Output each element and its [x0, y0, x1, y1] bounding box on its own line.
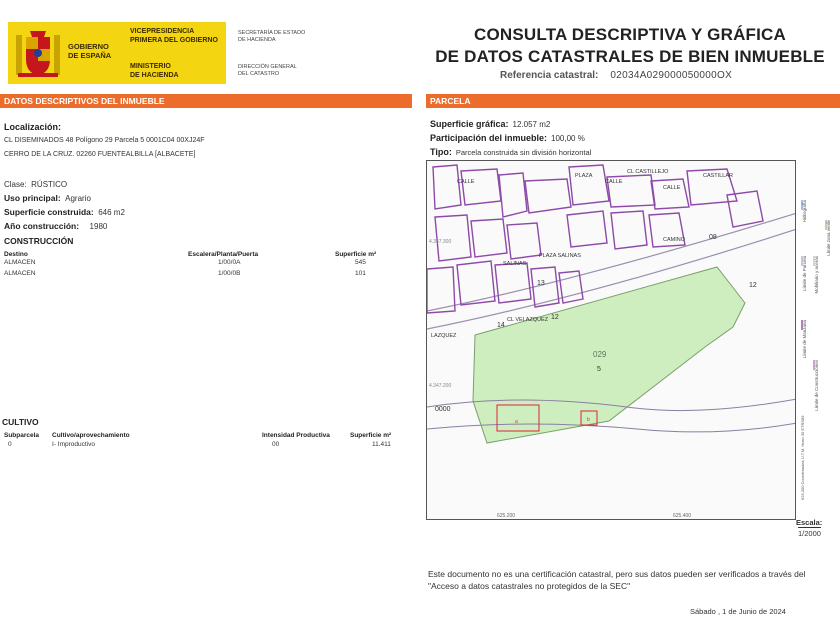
cadastral-map[interactable]: [426, 160, 796, 520]
disclaimer-note: Este documento no es una certificación catastral, pero sus datos pueden ser verificados a través del "Acceso a datos catastrales no protegidos de la SEC": [428, 569, 806, 591]
map-label-lazquez: LAZQUEZ: [431, 333, 457, 339]
superficie-grafica-row: Superficie gráfica: 12.057 m2: [430, 119, 551, 129]
legend-item-parcela: Límite de Parcela: [802, 256, 807, 292]
table-row-planta: 1/00/0A: [218, 259, 241, 266]
legend-item-hidrografia: Hidrografía: [802, 200, 807, 223]
localizacion-label: Localización:: [4, 122, 62, 132]
table-row-intensidad: 00: [272, 441, 280, 448]
ref-label: Referencia catastral:: [500, 70, 599, 81]
tipo-row: Tipo: Parcela construida sin división horizontal: [430, 147, 592, 157]
anio-row: Año construcción: 1980: [4, 221, 108, 231]
legend-item-zona-verde: Límite zona verde: [826, 220, 831, 256]
th-destino: Destino: [4, 251, 28, 258]
map-label-12a: 12: [749, 282, 757, 289]
map-label-calle3: CALLE: [663, 185, 681, 191]
clase-row: Clase: RÚSTICO: [4, 180, 68, 189]
secretaria-label: SECRETARÍA DE ESTADO DE HACIENDA: [238, 30, 306, 43]
th-cultivo: Cultivo/aprovechamiento: [52, 432, 130, 439]
map-coord-y2: 4.347.200: [429, 383, 452, 389]
referencia-catastral: [500, 70, 732, 81]
localizacion-line2: CERRO DE LA CRUZ. 02260 FUENTEALBILLA [ALBACETE]: [4, 151, 196, 158]
escala-label: Escala:: [796, 518, 823, 527]
uso-row: Uso principal: Agrario: [4, 193, 91, 203]
table-row-superficie-cultivo: 11.411: [372, 441, 391, 448]
th-planta: Escalera/Planta/Puerta: [188, 251, 259, 258]
parcel-029-5[interactable]: [473, 267, 745, 443]
coat-of-arms-icon: [12, 27, 64, 81]
map-label-calle1: CALLE: [457, 179, 475, 185]
table-row-destino: ALMACEN: [4, 259, 36, 266]
table-row-superficie: 101: [355, 270, 366, 277]
participacion-row: Participación del inmueble: 100,00 %: [430, 133, 585, 143]
localizacion-line1: CL DISEMINADOS 48 Polígono 29 Parcela 5 0001C04 00XJ24F: [4, 137, 205, 144]
escala-value: 1/2000: [798, 529, 821, 538]
map-label-castillar: CASTILLAR: [703, 173, 733, 179]
construccion-title: CONSTRUCCIÓN: [4, 236, 74, 246]
map-label-velazquez: CL VELAZQUEZ: [507, 317, 549, 323]
map-label-a: a: [515, 419, 518, 425]
map-label-salinas: SALINAS: [503, 261, 527, 267]
document-title: CONSULTA DESCRIPTIVA Y GRÁFICA DE DATOS CATASTRALES DE BIEN INMUEBLE: [435, 25, 825, 66]
direccion-label: DIRECCIÓN GENERAL DEL CATASTRO: [238, 64, 297, 77]
map-label-camino: CAMINO: [663, 237, 685, 243]
legend-item-construcciones: Límite de Construcciones: [814, 360, 819, 411]
section-parcela: PARCELA: [426, 94, 840, 108]
legend-svg: [798, 160, 834, 520]
map-coord-x1: 625.200: [497, 513, 516, 519]
table-row-destino: ALMACEN: [4, 270, 36, 277]
vicepresidencia-label: VICEPRESIDENCIA PRIMERA DEL GOBIERNO: [130, 28, 218, 44]
map-label-12b: 12: [551, 314, 559, 321]
map-label-plaza-salinas: PLAZA SALINAS: [539, 253, 581, 259]
table-row-planta: 1/00/0B: [218, 270, 241, 277]
legend-item-mobiliario: Mobiliario y aceras: [814, 256, 819, 294]
superficie-row: Superficie construida: 646 m2: [4, 207, 125, 217]
th-subparcela: Subparcela: [4, 432, 40, 439]
map-coord-y1: 4.347.300: [429, 239, 452, 245]
map-label-b: b: [587, 417, 590, 423]
th-superficie-cultivo: Superficie m²: [350, 432, 392, 439]
ref-value: 02034A029000050000OX: [610, 70, 733, 81]
legend-item-manzana: Límite de Manzana: [802, 320, 807, 359]
document-date: Sábado , 1 de Junio de 2024: [690, 607, 786, 616]
gobierno-label: GOBIERNO DE ESPAÑA: [68, 42, 112, 60]
map-label-plaza: PLAZA: [575, 173, 593, 179]
map-legend: [798, 160, 834, 520]
th-intensidad: Intensidad Productiva: [262, 432, 330, 439]
map-label-0000: 0000: [435, 406, 451, 413]
map-coord-x2: 625.400: [673, 513, 692, 519]
map-label-calle2: CALLE: [605, 179, 623, 185]
map-label-14: 14: [497, 322, 505, 329]
map-label-castillejo: CL CASTILLEJO: [627, 169, 669, 175]
th-superficie: Superficie m²: [335, 251, 377, 258]
map-label-029: 029: [593, 350, 607, 359]
cultivo-title: CULTIVO: [2, 417, 39, 427]
table-row-superficie: 545: [355, 259, 366, 266]
section-datos-descriptivos: DATOS DESCRIPTIVOS DEL INMUEBLE: [0, 94, 412, 108]
ministerio-label: MINISTERIO DE HACIENDA: [130, 63, 179, 79]
table-row-subparcela: 0: [8, 441, 12, 448]
map-label-08: 08: [709, 234, 717, 241]
map-label-13: 13: [537, 280, 545, 287]
map-label-5: 5: [597, 366, 601, 373]
map-svg: [427, 161, 796, 520]
table-row-cultivo: I- Improductivo: [52, 441, 95, 448]
legend-coords: 625,300 Coordenadas U.T.M. Huso 30 ETRS89: [800, 415, 805, 500]
